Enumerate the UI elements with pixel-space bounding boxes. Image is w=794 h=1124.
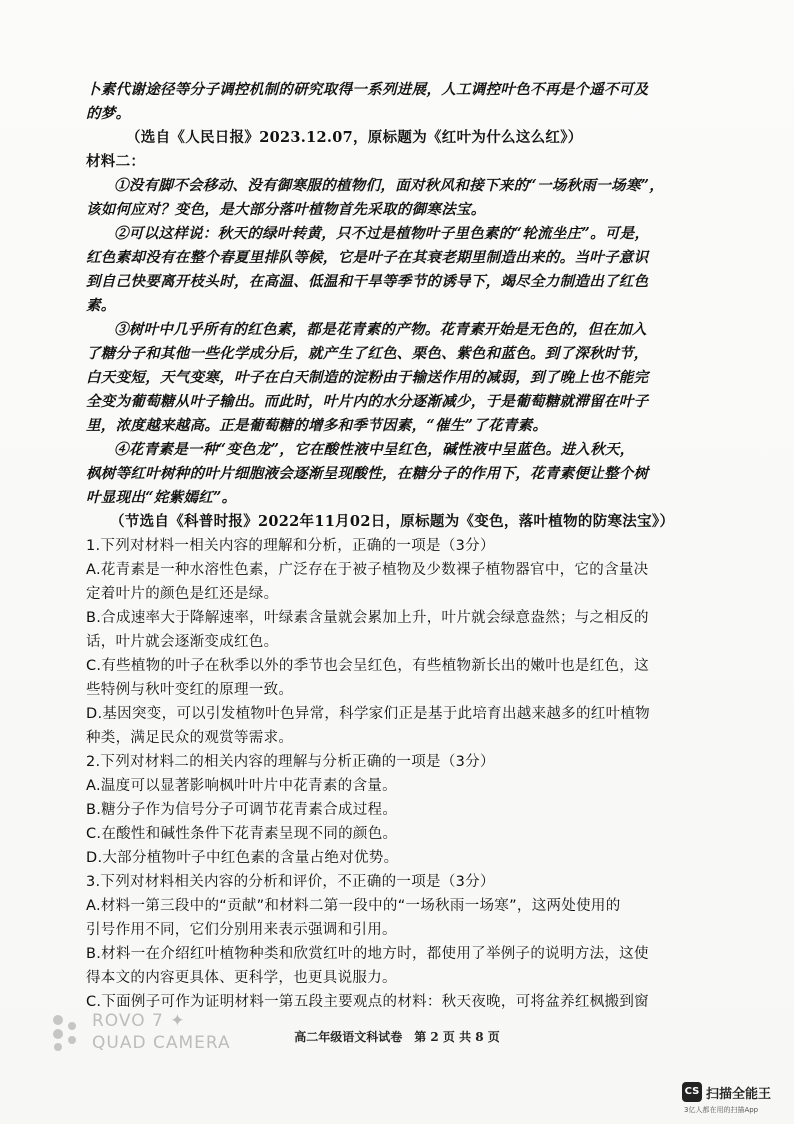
text-line: 1.下列对材料一相关内容的理解和分析，正确的一项是（3分） <box>86 538 495 554</box>
text-line: 全变为葡萄糖从叶子输出。而此时，叶片内的水分逐渐减少，于是葡萄糖就滞留在叶子 <box>86 393 649 410</box>
text-line: 得本文的内容更具体、更科学，也更具说服力。 <box>86 970 397 986</box>
scanner-tagline: 3亿人都在用的扫描App <box>684 1106 759 1114</box>
text-line: 3.下列对材料相关内容的分析和评价，不正确的一项是（3分） <box>86 874 495 890</box>
text-line: 叶显现出“姹紫嫣红”。 <box>86 489 237 506</box>
text-line: 2.下列对材料二的相关内容的理解与分析正确的一项是（3分） <box>86 754 495 770</box>
camscanner-logo-icon: CS <box>682 1082 702 1102</box>
text-line: ③树叶中几乎所有的红色素，都是花青素的产物。花青素开始是无色的，但在加入 <box>114 321 647 338</box>
watermark-line-2: QUAD CAMERA <box>92 1033 231 1053</box>
scanner-name: 扫描全能王 <box>706 1087 772 1102</box>
text-line: 卜素代谢途径等分子调控机制的研究取得一系列进展，人工调控叶色不再是个遥不可及 <box>86 81 649 98</box>
text-line: 引号作用不同，它们分别用来表示强调和引用。 <box>86 922 397 938</box>
text-line: 定着叶片的颜色是红还是绿。 <box>86 586 279 602</box>
page-footer: 高二年级语文科试卷 第 2 页 共 8 页 <box>294 1030 500 1044</box>
text-line: A.材料一第三段中的“贡献”和材料二第一段中的“一场秋雨一场寒”，这两处使用的 <box>86 898 621 914</box>
text-line: 红色素却没有在整个春夏里排队等候，它是叶子在其衰老期里制造出来的。当叶子意识 <box>86 249 649 266</box>
text-line: 到自己快要离开枝头时，在高温、低温和干旱等季节的诱导下，竭尽全力制造出了红色 <box>86 273 649 290</box>
text-line: A.花青素是一种水溶性色素，广泛存在于被子植物及少数裸子植物器官中，它的含量决 <box>86 562 649 578</box>
text-line: ④花青素是一种“变色龙”，它在酸性液中呈红色，碱性液中呈蓝色。进入秋天， <box>114 441 635 458</box>
text-line: D.基因突变，可以引发植物叶色异常，科学家们正是基于此培育出越来越多的红叶植物 <box>86 706 650 722</box>
text-line: 该如何应对？变色，是大部分落叶植物首先采取的御寒法宝。 <box>86 201 486 218</box>
text-line: ②可以这样说：秋天的绿叶转黄，只不过是植物叶子里色素的“轮流坐庄”。可是， <box>114 225 650 242</box>
watermark-line-1: ROVO 7 ✦ <box>92 1011 186 1031</box>
text-line: 枫树等红叶树种的叶片细胞液会逐渐呈现酸性，在糖分子的作用下，花青素便让整个树 <box>86 465 649 482</box>
text-line: C.有些植物的叶子在秋季以外的季节也会呈红色，有些植物新长出的嫩叶也是红色，这 <box>86 658 649 674</box>
camera-logo-icon <box>50 1012 84 1052</box>
text-line: 素。 <box>86 297 116 314</box>
text-line: B.糖分子作为信号分子可调节花青素合成过程。 <box>86 802 398 818</box>
text-line: 白天变短，天气变寒，叶子在白天制造的淀粉由于输送作用的减弱，到了晚上也不能完 <box>86 369 649 386</box>
camera-watermark <box>50 1010 310 1060</box>
text-line: （选自《人民日报》2023.12.07，原标题为《红叶为什么这么红》） <box>126 129 583 146</box>
text-line: ①没有脚不会移动、没有御寒服的植物们，面对秋风和接下来的“一场秋雨一场寒”， <box>114 177 665 194</box>
text-line: 里，浓度越来越高。正是葡萄糖的增多和季节因素，“催生”了花青素。 <box>86 417 548 434</box>
text-line: （节选自《科普时报》2022年11月02日，原标题为《变色，落叶植物的防寒法宝》） <box>110 513 675 530</box>
text-line: C.在酸性和碱性条件下花青素呈现不同的颜色。 <box>86 826 398 842</box>
text-line: B.合成速率大于降解速率，叶绿素含量就会累加上升，叶片就会绿意盎然；与之相反的 <box>86 610 649 626</box>
text-line: A.温度可以显著影响枫叶叶片中花青素的含量。 <box>86 778 397 794</box>
text-line: C.下面例子可作为证明材料一第五段主要观点的材料：秋天夜晚，可将盆养红枫搬到窗 <box>86 994 649 1010</box>
document-body <box>86 78 714 1014</box>
text-line: D.大部分植物叶子中红色素的含量占绝对优势。 <box>86 850 399 866</box>
text-line: 些特例与秋叶变红的原理一致。 <box>86 682 294 698</box>
text-line: B.材料一在介绍红叶植物种类和欣赏红叶的地方时，都使用了举例子的说明方法，这使 <box>86 946 649 962</box>
text-line: 材料二： <box>86 153 146 170</box>
text-line: 种类，满足民众的观赏等需求。 <box>86 730 294 746</box>
text-line: 的梦。 <box>86 105 131 122</box>
text-line: 话，叶片就会逐渐变成红色。 <box>86 634 279 650</box>
text-line: 了糖分子和其他一些化学成分后，就产生了红色、栗色、紫色和蓝色。到了深秋时节， <box>86 345 649 362</box>
scanner-badge <box>682 1080 790 1116</box>
